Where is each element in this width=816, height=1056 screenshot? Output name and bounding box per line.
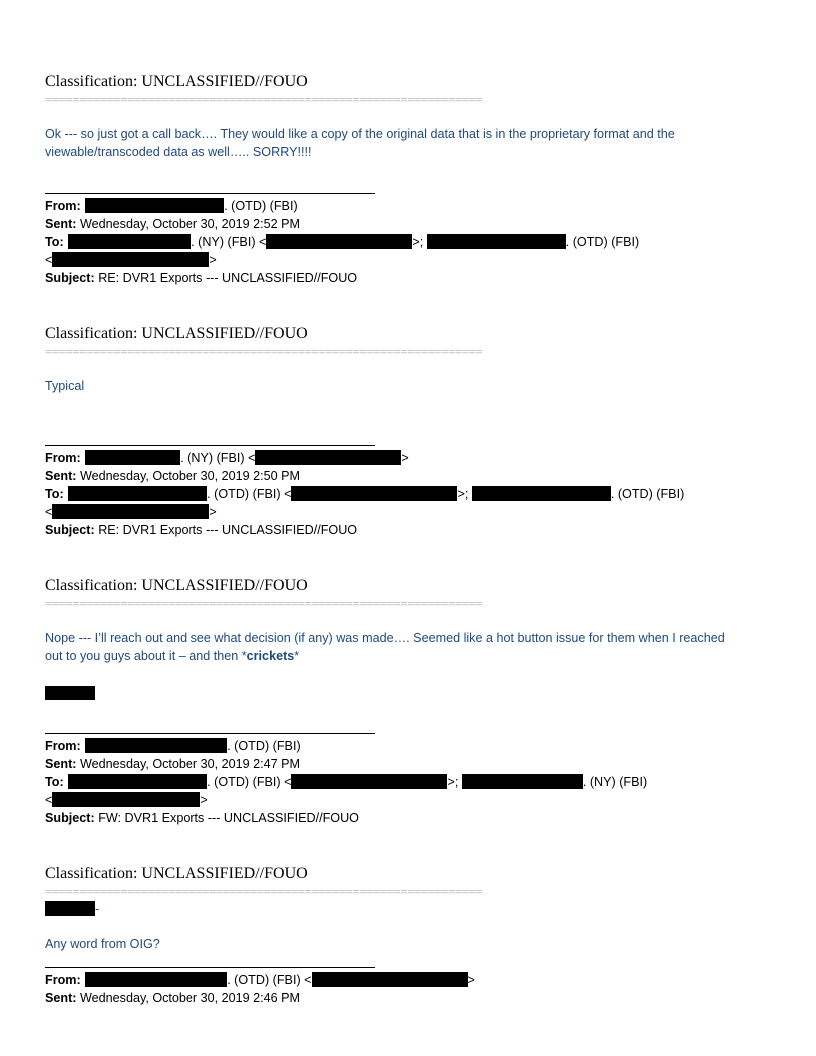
message-body-line: Ok --- so just got a call back…. They would like a copy of the original data that is in the proprietary format and the: [45, 127, 675, 141]
redaction-block: [52, 792, 200, 807]
greeting-dash: -: [95, 902, 100, 916]
classification-banner: Classification: UNCLASSIFIED//FOUO: [45, 73, 308, 90]
angle-close: >: [467, 973, 475, 987]
sent-label: Sent:: [45, 757, 77, 771]
redaction-block: [85, 450, 180, 465]
sent-line: [45, 467, 300, 485]
redaction-block: [472, 486, 611, 501]
redaction-block: [291, 774, 447, 789]
redaction-block: [427, 234, 566, 249]
to-line: [45, 773, 647, 791]
redaction-block: [68, 774, 207, 789]
to-org: . (NY) (FBI) <: [191, 235, 267, 249]
from-label: From:: [45, 451, 81, 465]
sent-line: [45, 755, 300, 773]
sent-label: Sent:: [45, 991, 77, 1005]
redaction-block: [312, 972, 468, 987]
redaction-block: [52, 504, 209, 519]
to-line: [45, 233, 639, 251]
separator-line: ================================================================: [45, 347, 483, 357]
to-label: To:: [45, 235, 64, 249]
subject-text: RE: DVR1 Exports --- UNCLASSIFIED//FOUO: [98, 523, 358, 537]
message-body-line: [45, 647, 299, 665]
separator-line: ================================================================: [45, 95, 483, 105]
from-line: [45, 737, 301, 755]
redaction-block-signature: [45, 686, 95, 700]
to-org: . (OTD) (FBI) <: [207, 775, 292, 789]
subject-text: RE: DVR1 Exports --- UNCLASSIFIED//FOUO: [98, 271, 358, 285]
redaction-block: [45, 901, 95, 916]
to-org: . (NY) (FBI): [582, 775, 648, 789]
subject-label: Subject:: [45, 271, 95, 285]
to-sep: >;: [457, 487, 469, 501]
angle-open: <: [45, 253, 53, 267]
to-org: . (OTD) (FBI) <: [207, 487, 292, 501]
header-rule: [45, 445, 375, 446]
sent-line: [45, 989, 300, 1007]
sent-line: [45, 215, 300, 233]
redaction-block: [52, 252, 209, 267]
redaction-block: [255, 450, 401, 465]
subject-line: [45, 521, 357, 539]
angle-close: >: [209, 253, 217, 267]
redaction-block: [68, 234, 191, 249]
separator-line: ================================================================: [45, 887, 483, 897]
to-line-continued: [45, 503, 217, 521]
subject-line: [45, 269, 357, 287]
sent-label: Sent:: [45, 217, 77, 231]
sent-date: Wednesday, October 30, 2019 2:46 PM: [79, 991, 301, 1005]
from-org: . (NY) (FBI) <: [180, 451, 256, 465]
from-label: From:: [45, 199, 81, 213]
to-label: To:: [45, 487, 64, 501]
subject-line: [45, 809, 359, 827]
sent-date: Wednesday, October 30, 2019 2:47 PM: [79, 757, 301, 771]
subject-label: Subject:: [45, 523, 95, 537]
redaction-block: [85, 198, 224, 213]
sent-date: Wednesday, October 30, 2019 2:50 PM: [79, 469, 301, 483]
classification-banner: Classification: UNCLASSIFIED//FOUO: [45, 577, 308, 594]
redaction-block: [462, 774, 583, 789]
from-line: [45, 197, 298, 215]
redaction-block: [85, 972, 227, 987]
from-line: [45, 971, 475, 989]
redaction-block: [68, 486, 207, 501]
classification-banner: Classification: UNCLASSIFIED//FOUO: [45, 325, 308, 342]
from-label: From:: [45, 973, 81, 987]
to-sep: >;: [412, 235, 424, 249]
header-rule: [45, 733, 375, 734]
to-org: . (OTD) (FBI): [565, 235, 640, 249]
to-line-continued: [45, 251, 217, 269]
header-rule: [45, 193, 375, 194]
to-org: . (OTD) (FBI): [610, 487, 685, 501]
to-sep: >;: [447, 775, 459, 789]
classification-banner: Classification: UNCLASSIFIED//FOUO: [45, 865, 308, 882]
sent-date: Wednesday, October 30, 2019 2:52 PM: [79, 217, 301, 231]
message-body-line: Any word from OIG?: [45, 937, 160, 951]
greeting-line: [45, 900, 99, 918]
subject-label: Subject:: [45, 811, 95, 825]
from-org: . (OTD) (FBI) <: [227, 973, 312, 987]
body-text-segment: *: [294, 649, 300, 663]
header-rule: [45, 967, 375, 968]
message-body-line: viewable/transcoded data as well….. SORRY!!!!: [45, 145, 312, 159]
to-label: To:: [45, 775, 64, 789]
sent-label: Sent:: [45, 469, 77, 483]
to-line: [45, 485, 684, 503]
angle-close: >: [200, 793, 208, 807]
from-org: . (OTD) (FBI): [224, 199, 298, 213]
message-body-line: Typical: [45, 379, 85, 393]
from-label: From:: [45, 739, 81, 753]
redaction-block: [291, 486, 457, 501]
separator-line: ================================================================: [45, 599, 483, 609]
message-body-line: Nope --- I’ll reach out and see what decision (if any) was made…. Seemed like a hot button issue for them when I reached: [45, 631, 725, 645]
angle-open: <: [45, 505, 53, 519]
to-line-continued: [45, 791, 208, 809]
body-text-bold: crickets: [246, 649, 295, 663]
body-text-segment: out to you guys about it – and then *: [45, 649, 247, 663]
angle-close: >: [401, 451, 409, 465]
subject-text: FW: DVR1 Exports --- UNCLASSIFIED//FOUO: [98, 811, 359, 825]
redaction-block: [85, 738, 227, 753]
redaction-block: [266, 234, 412, 249]
angle-close: >: [209, 505, 217, 519]
from-line: [45, 449, 409, 467]
from-org: . (OTD) (FBI): [227, 739, 301, 753]
angle-open: <: [45, 793, 53, 807]
